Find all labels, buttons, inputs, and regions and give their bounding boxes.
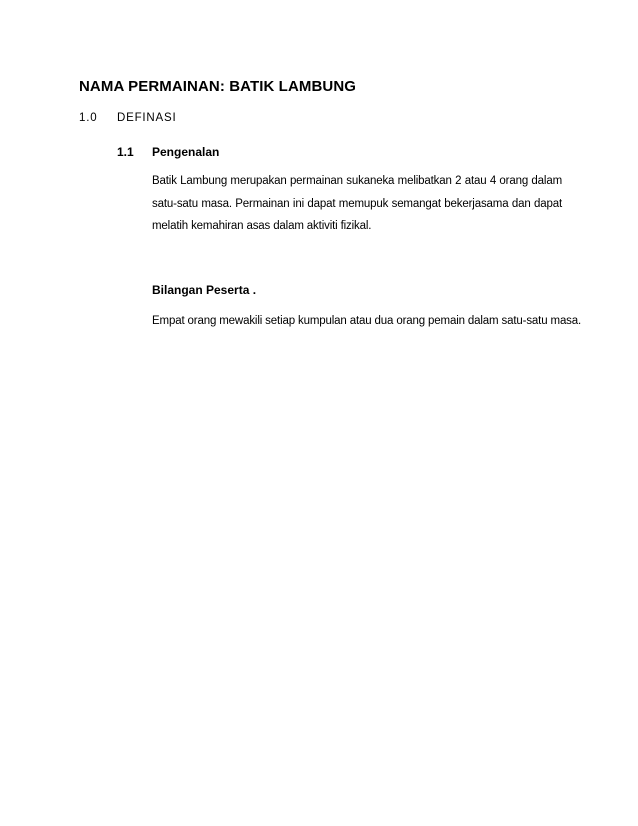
subsection-title: Pengenalan [152,145,220,159]
participants-heading: Bilangan Peserta . [152,283,257,297]
document-title: NAMA PERMAINAN: BATIK LAMBUNG [79,78,357,95]
subsection-number: 1.1 [117,145,134,159]
introduction-paragraph: Batik Lambung merupakan permainan sukaneka melibatkan 2 atau 4 orang dalam satu-satu masa. Permainan ini dapat memupuk semangat bekerjasama dan dapat melatih kemahiran asas dalam aktiviti fizikal. [152,175,562,232]
participants-paragraph: Empat orang mewakili setiap kumpulan atau dua orang pemain dalam satu-satu masa. [152,315,582,327]
section-number: 1.0 [79,112,98,124]
section-title: DEFINASI [117,112,177,124]
